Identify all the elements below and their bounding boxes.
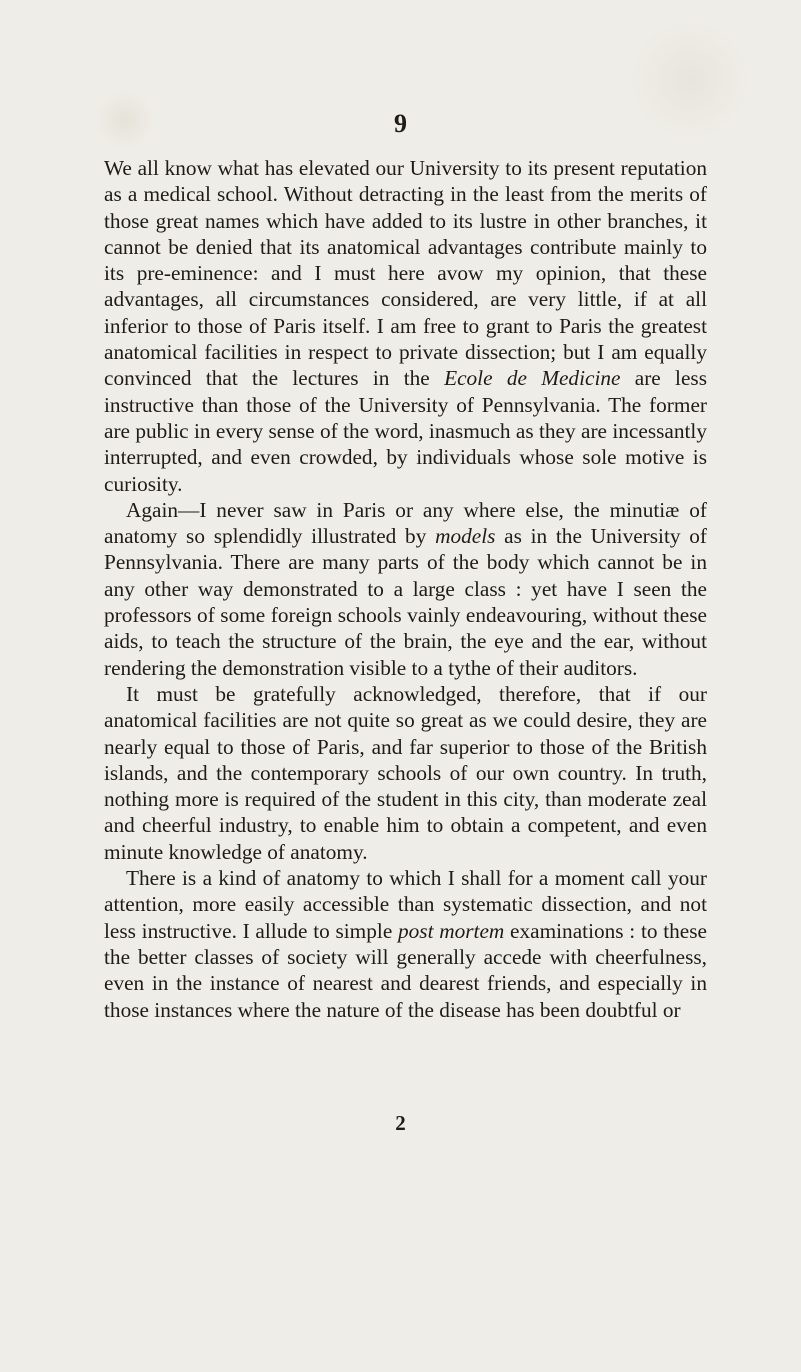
text-run: Again—I never saw in Paris or any where else, the minutiæ of anatomy so splendidly illustrated by <box>104 497 707 549</box>
paragraph <box>104 155 707 497</box>
text-run: as in the University of Pennsylvania. There are many parts of the body which cannot be in any other way demonstrated to a large class : yet have I seen the professors of some foreign schools vainly endeavouring, without these aids, to teach the structure of the brain, the eye and the ear, without rendering the demonstration visible to a tythe of their auditors. <box>104 524 707 680</box>
paragraph <box>104 681 707 865</box>
text-run: There is a kind of anatomy to which I shall for a moment call your attention, more easily accessible than systematic dissection, and not less instructive. I allude to simple <box>104 866 707 943</box>
paragraph <box>104 865 707 1023</box>
signature-mark: 2 <box>395 1111 406 1135</box>
italic-phrase: Ecole de Medicine <box>444 366 621 391</box>
text-run: examinations : to these the better classes of society will generally accede with cheerfulness, even in the instance of nearest and dearest friends, and especially in those instances where the nature of the disease has been doubtful or <box>104 918 707 1022</box>
italic-phrase: post mortem <box>398 918 505 943</box>
text-run: are less instructive than those of the University of Pennsylvania. The former are public in every sense of the word, inasmuch as they are incessantly interrupted, and even crowded, by individuals whose sole motive is curiosity. <box>104 366 708 496</box>
body-text <box>104 155 707 1023</box>
italic-phrase: models <box>435 524 496 549</box>
text-run: It must be gratefully acknowledged, therefore, that if our anatomical facilities are not quite so great as we could desire, they are nearly equal to those of Paris, and far superior to those of the British islands, and the contemporary schools of our own country. In truth, nothing more is required of the student in this city, than moderate zeal and cheerful industry, to enable him to obtain a competent, and even minute knowledge of anatomy. <box>104 681 707 864</box>
text-run: We all know what has elevated our University to its present reputation as a medical school. Without detracting in the least from the merits of those great names which have added to its lustre in other branches, it cannot be denied that its anatomical advantages contribute mainly to its pre-eminence: and I must here avow my opinion, that these advantages, all circumstances considered, are very little, if at all inferior to those of Paris itself. I am free to grant to Paris the greatest anatomical facilities in respect to private dissection; but I am equally convinced that the lectures in the <box>104 156 707 391</box>
page-number: 9 <box>394 109 407 138</box>
paragraph <box>104 497 707 681</box>
